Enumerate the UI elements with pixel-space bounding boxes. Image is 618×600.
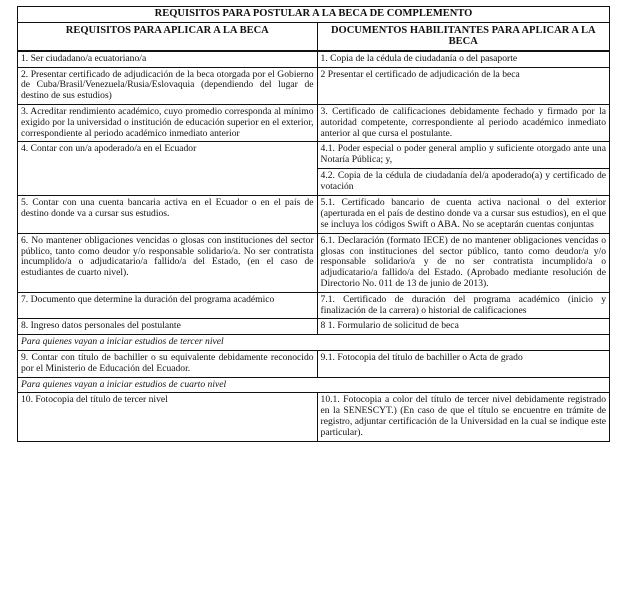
document-cell: 6.1. Declaración (formato IECE) de no mantener obligaciones vencidas o glosas con instituciones del sector público, tanto como deudor/a y/o responsable solidario/a y de no ser contratista incumplido/a o adjudicatario/a fallido/a del Estado. (Aprobado mediante resolución de Directorio No. 011 de 13 de junio de 2013). — [317, 233, 609, 292]
table-row — [18, 350, 610, 377]
section-label: Para quienes vayan a iniciar estudios de tercer nivel — [18, 335, 610, 351]
table-row — [18, 196, 610, 233]
table-body — [18, 51, 610, 441]
column-header-documents: DOCUMENTOS HABILITANTES PARA APLICAR A LA BECA — [317, 22, 609, 51]
table-row — [18, 142, 610, 169]
table-row — [18, 67, 610, 104]
requirement-cell: 10. Fotocopia del título de tercer nivel — [18, 393, 318, 441]
requirement-cell: 8. Ingreso datos personales del postulante — [18, 319, 318, 335]
document-cell: 5.1. Certificado bancario de cuenta activa nacional o del exterior (aperturada en el país de destino donde va a cursar sus estudios), en el que se incluya los códigos Swift o ABA. No se aceptarán cuentas conjuntas — [317, 196, 609, 233]
document-cell: 9.1. Fotocopia del título de bachiller o Acta de grado — [317, 350, 609, 377]
document-cell: 2 Presentar el certificado de adjudicación de la beca — [317, 67, 609, 104]
section-row — [18, 335, 610, 351]
table-row — [18, 319, 610, 335]
document-cell: 4.2. Copia de la cédula de ciudadanía del/a apoderado(a) y certificado de votación — [317, 169, 609, 196]
requirement-cell: 1. Ser ciudadano/a ecuatoriano/a — [18, 51, 318, 67]
section-label: Para quienes vayan a iniciar estudios de cuarto nivel — [18, 377, 610, 393]
table-row — [18, 393, 610, 441]
requirements-document — [17, 6, 610, 442]
column-header-requirements: REQUISITOS PARA APLICAR A LA BECA — [18, 22, 318, 51]
requirement-cell: 5. Contar con una cuenta bancaria activa en el Ecuador o en el país de destino donde va a cursar sus estudios. — [18, 196, 318, 233]
document-cell: 7.1. Certificado de duración del programa académico (inicio y finalización de la carrera) o historial de calificaciones — [317, 292, 609, 319]
requirement-cell: 2. Presentar certificado de adjudicación de la beca otorgada por el Gobierno de Cuba/Brasil/Venezuela/Rusia/Eslovaquia (dependiendo del lugar de destino de sus estudios) — [18, 67, 318, 104]
requirement-cell: 4. Contar con un/a apoderado/a en el Ecuador — [18, 142, 318, 196]
requirements-table — [17, 6, 610, 442]
table-row — [18, 233, 610, 292]
document-cell: 8 1. Formulario de solicitud de beca — [317, 319, 609, 335]
table-title: REQUISITOS PARA POSTULAR A LA BECA DE COMPLEMENTO — [18, 7, 610, 23]
table-row — [18, 292, 610, 319]
document-cell: 4.1. Poder especial o poder general amplio y suficiente otorgado ante una Notaría Pública; y, — [317, 142, 609, 169]
requirement-cell: 3. Acreditar rendimiento académico, cuyo promedio corresponda al mínimo exigido por la universidad o institución de educación superior en el exterior, correspondiente al periodo académico inmediato anterior — [18, 104, 318, 141]
document-cell: 1. Copia de la cédula de ciudadanía o del pasaporte — [317, 51, 609, 67]
document-cell: 10.1. Fotocopia a color del título de tercer nivel debidamente registrado en la SENESCYT.) (En caso de que el título se encuentre en trámite de registro, adjuntar certificación de la Universidad en la cual se indique este particular). — [317, 393, 609, 441]
section-row — [18, 377, 610, 393]
requirement-cell: 7. Documento que determine la duración del programa académico — [18, 292, 318, 319]
table-row — [18, 51, 610, 67]
requirement-cell: 6. No mantener obligaciones vencidas o glosas con instituciones del sector público, tanto como deudor y/o responsable solidario/a. No ser contratista incumplido/a o adjudicatario/a fallido/a del Estado, (en el caso de estudiantes de cuarto nivel). — [18, 233, 318, 292]
requirement-cell: 9. Contar con título de bachiller o su equivalente debidamente reconocido por el Ministerio de Educación del Ecuador. — [18, 350, 318, 377]
table-row — [18, 104, 610, 141]
document-cell: 3. Certificado de calificaciones debidamente fechado y firmado por la autoridad competente, correspondiente al periodo académico inmediato anterior al que cursa el postulante. — [317, 104, 609, 141]
